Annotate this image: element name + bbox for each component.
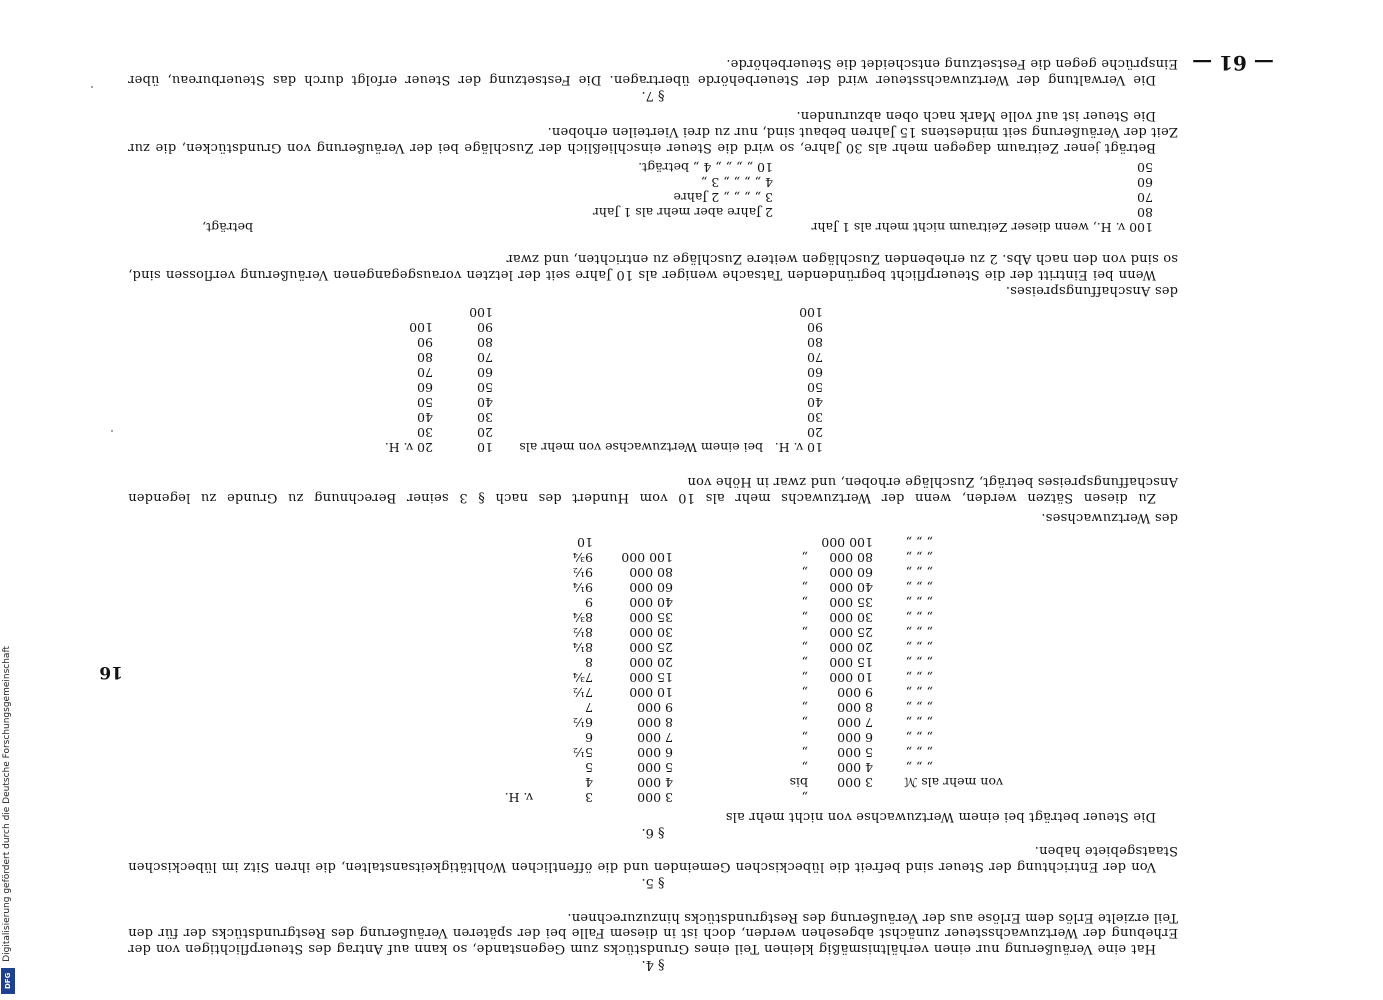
tax-to-prefix: „ [801,745,808,760]
time-tail: beträgt, [202,220,253,235]
tax-rate: 7¾ [572,670,593,685]
tax-to-prefix: „ [801,685,808,700]
surcharge-from: 100 [469,305,493,320]
section-6-para2: Zu diesen Sätzen werden, wenn der Wertzuwachs mehr als 10 vom Hundert des nach § 3 seiner Berechnung zu Grunde zu legenden Anschaffungspreises beträgt, Zuschläge erhoben, und zwar in Höhe von [128,474,1178,505]
tax-rate: 6½ [572,715,593,730]
ditto-mark: „ „ „ [905,715,933,730]
surcharge-from: 10 [477,440,493,455]
surcharge-from: 60 [477,365,493,380]
tax-rate: 8¾ [572,610,593,625]
tax-to: 4 000 [637,775,673,790]
tax-table-row [243,595,1003,610]
tax-rate: 3 [585,790,593,805]
surcharge-pct: 50 [807,380,823,395]
tax-rate: 7½ [572,685,593,700]
tax-rate-table [243,505,1003,805]
ditto-mark: „ „ „ [905,610,933,625]
tax-from: 5 000 [837,745,873,760]
time-surcharge-row [133,160,1153,175]
tax-to: 35 000 [629,610,673,625]
time-tail: 4 „ „ „ „ 3 „ [700,175,773,190]
surcharge-row [223,350,823,365]
ditto-mark: „ „ „ [905,640,933,655]
surcharge-table [223,295,823,455]
tax-from: 15 000 [829,655,873,670]
time-surcharge-row [133,205,1153,220]
ditto-mark: „ „ „ [905,625,933,640]
surcharge-to: 100 [409,320,433,335]
tax-to-prefix: „ [801,625,808,640]
ditto-mark: „ „ „ [905,655,933,670]
surcharge-pct: 90 [807,320,823,335]
tax-to-prefix: „ [801,640,808,655]
section-4-heading: § 4. [641,957,665,972]
tax-table-row [243,670,1003,685]
tax-rate: 9 [585,595,593,610]
section-7-heading: § 7. [641,88,665,103]
tax-table-row [243,760,1003,775]
surcharge-row [223,305,823,320]
tax-to: 7 000 [637,730,673,745]
tax-rate: 4 [585,775,593,790]
tax-from: 8 000 [837,700,873,715]
surcharge-to: 30 [417,425,433,440]
tax-to-prefix: „ [801,550,808,565]
surcharge-pct: 40 [807,395,823,410]
tax-rate: 10 [577,535,593,550]
tax-to-prefix: „ [801,670,808,685]
ditto-mark: „ „ „ [905,550,933,565]
surcharge-to: 50 [417,395,433,410]
surcharge-from: 70 [477,350,493,365]
time-pct: 50 [1137,160,1153,175]
section-6-para5: Die Steuer ist auf volle Mark nach oben abzurunden. [796,108,1156,123]
surcharge-pct: 100 [799,305,823,320]
surcharge-pct: 60 [807,365,823,380]
ditto-mark: „ „ „ [905,595,933,610]
surcharge-to: 20 v. H. [384,440,433,455]
surcharge-from: 30 [477,410,493,425]
tax-rate: 9¼ [572,580,593,595]
tax-rate: 8 [585,655,593,670]
tax-table-row [243,550,1003,565]
ditto-mark: „ „ „ [905,760,933,775]
tax-rate: 8¼ [572,640,593,655]
tax-from: 20 000 [829,640,873,655]
ditto-mark: „ „ „ [905,670,933,685]
tax-to: 80 000 [629,565,673,580]
tax-rate: 9½ [572,565,593,580]
section-4-text: Hat eine Veräußerung nur einen verhältnismäßig kleinen Teil eines Grundstücks zum Gegenstande, so kann auf Antrag des Steuerpflichtigen von der Erhebung der Wertzuwachssteuer zunächst abgesehen werden, doch ist in diesem Falle bei der späteren Veräußerung des Restgrundstücks der für den Teil erzielte Erlös dem Erlöse aus der Veräußerung des Restgrundstücks hinzuzurechnen. [128,910,1178,956]
tax-to: 40 000 [629,595,673,610]
tax-to-prefix: „ [801,715,808,730]
surcharge-to: 40 [417,410,433,425]
tax-rate: 6 [585,730,593,745]
tax-table-row [243,700,1003,715]
tax-to: 10 000 [629,685,673,700]
tax-table-row [243,535,1003,550]
tax-from: 10 000 [829,670,873,685]
section-5-text: Von der Entrichtung der Steuer sind befreit die lübeckischen Gemeinden und die öffentlichen Wohltätigkeitsanstalten, die ihren Sitz im lübeckischen Staatsgebiete haben. [128,843,1178,874]
surcharge-pct: 70 [807,350,823,365]
surcharge-row [223,365,823,380]
tax-table-row [243,640,1003,655]
tax-table-row [243,610,1003,625]
surcharge-row [223,440,823,455]
surcharge-from: 20 [477,425,493,440]
tax-from: 40 000 [829,580,873,595]
tax-to-prefix: „ [801,655,808,670]
surcharge-row [223,335,823,350]
surcharge-row [223,380,823,395]
surcharge-pct: 80 [807,335,823,350]
tax-to-prefix: „ [801,565,808,580]
tax-to-prefix: „ [801,610,808,625]
tax-rate: 5½ [572,745,593,760]
surcharge-pct: 30 [807,410,823,425]
tax-from: 60 000 [829,565,873,580]
tax-to-prefix: bis [789,775,808,790]
ditto-mark: „ „ „ [905,700,933,715]
time-surcharge-row [133,220,1153,235]
tax-to: 25 000 [629,640,673,655]
tax-from: 30 000 [829,610,873,625]
tax-to-prefix: „ [801,730,808,745]
tax-rate: 5 [585,760,593,775]
surcharge-row [223,320,823,335]
tax-to: 8 000 [637,715,673,730]
section-6-note-after: des Wertzuwachses. [1041,510,1178,525]
ditto-mark: „ „ „ [905,580,933,595]
tax-unit: v. H. [504,790,533,805]
tax-from: 9 000 [837,685,873,700]
time-surcharge-row [133,175,1153,190]
tax-to-prefix: „ [801,580,808,595]
tax-table-row [243,655,1003,670]
scan-speck [111,430,113,432]
tax-table-row [243,745,1003,760]
tax-table-row [243,625,1003,640]
tax-to: 100 000 [621,550,673,565]
ditto-mark: „ „ „ [905,535,933,550]
section-6-para3: Wenn bei Eintritt der die Steuerpflicht begründenden Tatsache weniger als 10 Jahre seit der letzten vorausgegangenen Veräußerung verflossen sind, so sind von den nach Abs. 2 zu erhebenden Zuschlägen weitere Zuschläge zu entrichten, und zwar [128,251,1178,282]
tax-to: 15 000 [629,670,673,685]
tax-to: 6 000 [637,745,673,760]
tax-table-row [243,730,1003,745]
ditto-mark: „ „ „ [905,565,933,580]
tax-from: 25 000 [829,625,873,640]
ditto-mark: „ „ „ [905,730,933,745]
tax-to: 3 000 [637,790,673,805]
surcharge-pct: 10 v. H. [774,440,823,455]
tax-to: 9 000 [637,700,673,715]
tax-from: 35 000 [829,595,873,610]
tax-to: 20 000 [629,655,673,670]
tax-from: 7 000 [837,715,873,730]
sheet-number: 16 [99,662,123,682]
surcharge-intro: bei einem Wertzuwachse von mehr als [519,440,763,455]
tax-rate: 7 [585,700,593,715]
tax-to: 5 000 [637,760,673,775]
section-6-heading: § 6. [641,825,665,840]
col-from-label: von mehr als ℳ [903,775,1003,790]
time-pct: 80 [1137,205,1153,220]
time-pct: 70 [1137,190,1153,205]
time-surcharge-row [133,190,1153,205]
tax-table-row [243,775,1003,790]
tax-from: 6 000 [837,730,873,745]
ditto-mark: „ „ „ [905,745,933,760]
surcharge-to: 60 [417,380,433,395]
surcharge-pct: 20 [807,425,823,440]
tax-table-row [243,790,1003,805]
surcharge-from: 40 [477,395,493,410]
tax-from: 4 000 [837,760,873,775]
surcharge-row [223,395,823,410]
section-5-heading: § 5. [641,875,665,890]
tax-table-row [243,685,1003,700]
tax-from: 100 000 [821,535,873,550]
digitization-note [0,0,16,1000]
tax-from: 80 000 [829,550,873,565]
tax-table-row [243,580,1003,595]
time-tail: 10 „ „ „ „ 4 „ beträgt. [638,160,773,175]
digitization-credit: Digitalisierung gefördert durch die Deutsche Forschungsgemeinschaft [2,646,12,962]
tax-rate: 8½ [572,625,593,640]
tax-table-row [243,565,1003,580]
tax-to-prefix: „ [801,700,808,715]
section-6-intro: Die Steuer beträgt bei einem Wertzuwachse von nicht mehr als [725,809,1156,824]
dfg-logo: DFG [1,968,15,994]
surcharge-from: 90 [477,320,493,335]
ditto-mark: „ „ „ [905,685,933,700]
section-6-para4: Beträgt jener Zeitraum dagegen mehr als 30 Jahre, so wird die Steuer einschließlich der Zuschläge bei der Veräußerung von Grundstücken, die zur Zeit der Veräußerung seit mindestens 15 Jahren bebaut sind, nur zu drei Vierteilen erhoben. [128,124,1178,155]
surcharge-to: 90 [417,335,433,350]
surcharge-from: 80 [477,335,493,350]
time-pct: 100 v. H., wenn dieser Zeitraum nicht mehr als 1 Jahr [811,220,1153,235]
tax-to-prefix: „ [801,595,808,610]
tax-to: 30 000 [629,625,673,640]
tax-to: 60 000 [629,580,673,595]
time-tail: 3 „ „ „ „ 2 Jahre [673,190,773,205]
tax-rate: 9¾ [572,550,593,565]
time-surcharge-table [133,155,1153,235]
time-tail: 2 Jahre aber mehr als 1 Jahr [592,205,773,220]
scan-speck [91,86,93,88]
tax-table-row [243,715,1003,730]
tax-to-prefix: „ [801,760,808,775]
section-6-note-after2: des Anschaffungspreises. [1005,283,1178,298]
surcharge-row [223,410,823,425]
tax-from: 3 000 [837,775,873,790]
surcharge-row [223,425,823,440]
surcharge-to: 80 [417,350,433,365]
page-number: — 61 — [1192,51,1274,76]
surcharge-from: 50 [477,380,493,395]
tax-to-prefix: „ [801,790,808,805]
time-pct: 60 [1137,175,1153,190]
section-7-text: Die Verwaltung der Wertzuwachssteuer wird der Steuerbehörde übertragen. Die Festsetzung der Steuer erfolgt durch das Steuerbureau, über Einsprüche gegen die Festsetzung entscheidet die Steuerbehörde. [128,56,1178,87]
surcharge-to: 70 [417,365,433,380]
